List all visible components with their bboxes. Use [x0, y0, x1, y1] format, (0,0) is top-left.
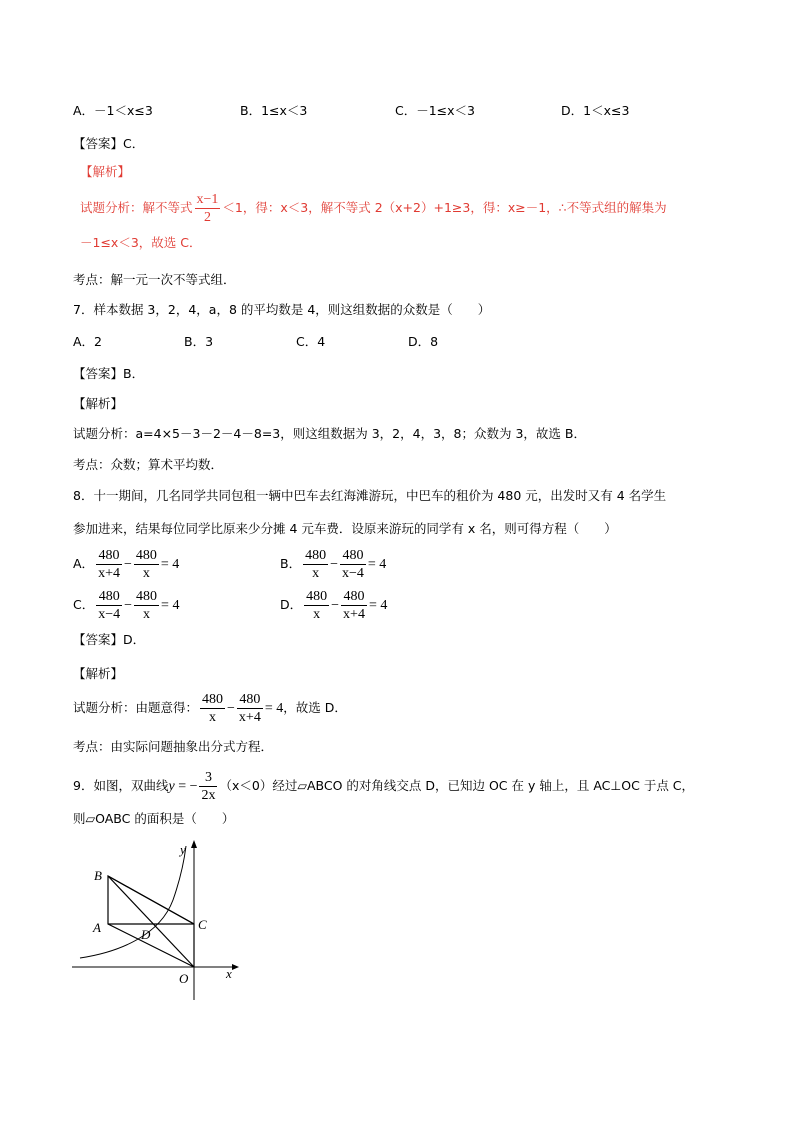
- q6-analysis-part1: 试题分析：解不等式: [80, 200, 193, 215]
- q8-d-frac2: $\frac{480}{x+4}$: [343, 589, 365, 622]
- q8-question-line1: 8．十一期间，几名同学共同包租一辆中巴车去红海滩游玩，中巴车的租价为 480 元，出发时又有 4 名学生: [73, 488, 667, 503]
- q7-option-a: A．2: [73, 334, 103, 349]
- q8-option-d: D． $\frac{480}{x}$ − $\frac{480}{x+4}$ = 4: [280, 589, 388, 622]
- q9-figure: [70, 840, 250, 1000]
- q6-option-d: D．1＜x≤3: [561, 103, 630, 118]
- q6-analysis-label: 【解析】: [80, 164, 131, 179]
- q7-kaodian: 考点：众数；算术平均数．: [73, 457, 224, 472]
- q8-c-frac1: $\frac{480}{x-4}$: [98, 589, 121, 622]
- q8-analysis: 试题分析：由题意得： $\frac{480}{x}$ − $\frac{480}{x+4}$ = 4，故选 D．: [73, 692, 347, 725]
- q6-option-c: C．－1≤x＜3: [395, 103, 476, 118]
- q8-analysis-label: 【解析】: [73, 666, 124, 681]
- q9-fraction: $\frac{3}{2x}$: [201, 770, 216, 803]
- q6-analysis-line1: [80, 190, 667, 226]
- label-x: x: [226, 966, 232, 981]
- q8-a-frac1: $\frac{480}{x+4}$: [98, 548, 120, 581]
- diagonal-bo: [108, 876, 194, 967]
- q8-c-frac2: $\frac{480}{x}$: [136, 589, 158, 622]
- q8-answer: 【答案】D．: [73, 632, 146, 647]
- segment-bc-diag: [108, 876, 194, 924]
- q8-d-frac1: $\frac{480}{x}$: [306, 589, 328, 622]
- q7-option-c: C．4: [296, 334, 326, 349]
- q8-b-frac1: $\frac{480}{x}$: [305, 548, 327, 581]
- q7-question: 7．样本数据 3，2，4，a，8 的平均数是 4，则这组数据的众数是（ ）: [73, 302, 491, 317]
- q7-analysis: 试题分析：a=4×5－3－2－4－8=3，则这组数据为 3，2，4，3，8；众数为 3，故选 B．: [73, 426, 586, 441]
- q9-question-line2: 则▱OABC 的面积是（ ）: [73, 811, 235, 826]
- q7-analysis-label: 【解析】: [73, 396, 124, 411]
- label-a: A: [93, 920, 101, 935]
- q8-analysis-frac2: $\frac{480}{x+4}$: [238, 692, 261, 725]
- x-axis-arrow: [232, 964, 239, 970]
- q6-option-b: B．1≤x＜3: [240, 103, 308, 118]
- q9-question-line1: 9．如图，双曲线y = − $\frac{3}{2x}$ （x＜0）经过▱ABCO 的对角线交点 D，已知边 OC 在 y 轴上，且 AC⊥OC 于点 C，: [73, 770, 695, 803]
- q8-kaodian: 考点：由实际问题抽象出分式方程．: [73, 739, 274, 754]
- q8-question-line2: 参加进来，结果每位同学比原来少分摊 4 元车费．设原来游玩的同学有 x 名，则可得方程（ ）: [73, 521, 617, 536]
- q7-answer: 【答案】B．: [73, 366, 145, 381]
- label-y: y: [180, 842, 186, 857]
- label-c: C: [198, 917, 207, 932]
- label-b: B: [94, 868, 102, 883]
- q6-answer: 【答案】C．: [73, 136, 145, 151]
- q8-option-b: B． $\frac{480}{x}$ − $\frac{480}{x-4}$ = 4: [280, 548, 387, 581]
- q7-option-b: B．3: [184, 334, 214, 349]
- q8-b-frac2: $\frac{480}{x-4}$: [341, 548, 364, 581]
- label-o: O: [179, 971, 189, 986]
- q6-fraction: $\frac{x-1}{2}$: [196, 192, 219, 225]
- q6-analysis-part2: ＜1，得：x＜3，解不等式 2（x+2）+1≥3，得：x≥－1，∴不等式组的解集为: [222, 200, 667, 215]
- q8-analysis-frac1: $\frac{480}{x}$: [202, 692, 224, 725]
- y-axis-arrow: [191, 840, 197, 848]
- q8-option-c: C． $\frac{480}{x-4}$ − $\frac{480}{x}$ = 4: [73, 589, 180, 622]
- q6-kaodian: 考点：解一元一次不等式组．: [73, 272, 236, 287]
- q7-option-d: D．8: [408, 334, 439, 349]
- q6-option-a: A．－1＜x≤3: [73, 103, 153, 118]
- q8-a-frac2: $\frac{480}{x}$: [135, 548, 157, 581]
- label-d: D: [141, 927, 151, 942]
- q6-analysis-line2: －1≤x＜3，故选 C．: [80, 235, 202, 250]
- q8-option-a: A． $\frac{480}{x+4}$ − $\frac{480}{x}$ = 4: [73, 548, 180, 581]
